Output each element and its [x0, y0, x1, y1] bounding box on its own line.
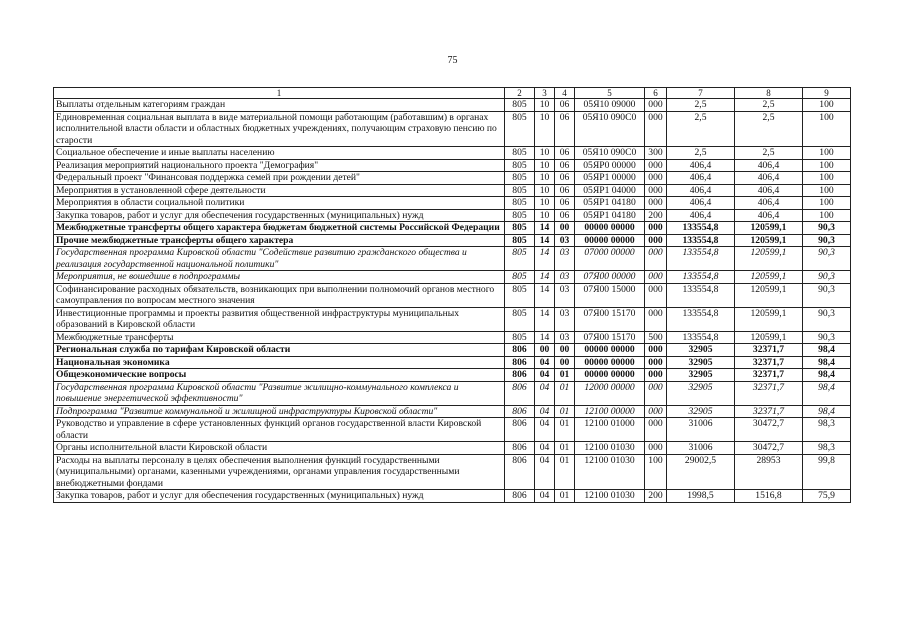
row-planned-amount-cell: 406,4 [667, 172, 735, 185]
row-name-cell: Закупка товаров, работ и услуг для обеспечения государственных (муниципальных) нужд [54, 209, 505, 222]
row-subsection-cell: 06 [555, 197, 575, 210]
row-percent-cell: 90,3 [803, 271, 851, 284]
row-expense-type-cell: 000 [645, 381, 667, 405]
row-planned-amount-cell: 406,4 [667, 184, 735, 197]
table-row [54, 172, 851, 185]
row-executed-amount-cell: 32371,7 [735, 381, 803, 405]
row-name-cell: Межбюджетные трансферты [54, 331, 505, 344]
row-planned-amount-cell: 2,5 [667, 99, 735, 112]
table-row [54, 331, 851, 344]
row-ministry-code-cell: 806 [505, 490, 535, 503]
row-section-cell: 04 [535, 442, 555, 455]
row-ministry-code-cell: 806 [505, 442, 535, 455]
row-subsection-cell: 06 [555, 147, 575, 160]
row-expense-type-cell: 000 [645, 442, 667, 455]
row-expense-type-cell: 000 [645, 356, 667, 369]
table-row [54, 234, 851, 247]
header-cell: 7 [667, 88, 735, 99]
table-row [54, 307, 851, 331]
row-percent-cell: 90,3 [803, 234, 851, 247]
row-executed-amount-cell: 120599,1 [735, 247, 803, 271]
table-row [54, 381, 851, 405]
row-percent-cell: 100 [803, 209, 851, 222]
header-cell: 1 [54, 88, 505, 99]
row-expense-type-cell: 200 [645, 490, 667, 503]
row-subsection-cell: 01 [555, 405, 575, 418]
row-subsection-cell: 01 [555, 418, 575, 442]
row-percent-cell: 100 [803, 147, 851, 160]
table-row [54, 222, 851, 235]
row-ministry-code-cell: 806 [505, 369, 535, 382]
row-executed-amount-cell: 1516,8 [735, 490, 803, 503]
row-planned-amount-cell: 133554,8 [667, 283, 735, 307]
row-target-article-cell: 05Я10 09000 [575, 99, 645, 112]
row-section-cell: 10 [535, 159, 555, 172]
row-percent-cell: 98,4 [803, 369, 851, 382]
row-ministry-code-cell: 805 [505, 222, 535, 235]
table-row [54, 490, 851, 503]
row-planned-amount-cell: 133554,8 [667, 307, 735, 331]
row-name-cell: Федеральный проект "Финансовая поддержка семей при рождении детей" [54, 172, 505, 185]
row-executed-amount-cell: 2,5 [735, 147, 803, 160]
row-name-cell: Общеэкономические вопросы [54, 369, 505, 382]
row-percent-cell: 98,4 [803, 356, 851, 369]
row-ministry-code-cell: 805 [505, 331, 535, 344]
table-row [54, 159, 851, 172]
row-section-cell: 04 [535, 356, 555, 369]
row-name-cell: Государственная программа Кировской области "Развитие жилищно-коммунального комплекса и повышение энергетической эффективности" [54, 381, 505, 405]
row-ministry-code-cell: 805 [505, 172, 535, 185]
row-planned-amount-cell: 1998,5 [667, 490, 735, 503]
row-expense-type-cell: 000 [645, 307, 667, 331]
row-executed-amount-cell: 406,4 [735, 159, 803, 172]
table-row [54, 418, 851, 442]
row-subsection-cell: 01 [555, 381, 575, 405]
row-planned-amount-cell: 31006 [667, 442, 735, 455]
row-subsection-cell: 03 [555, 283, 575, 307]
row-subsection-cell: 03 [555, 271, 575, 284]
row-expense-type-cell: 000 [645, 184, 667, 197]
row-section-cell: 10 [535, 209, 555, 222]
table-row [54, 271, 851, 284]
row-section-cell: 14 [535, 331, 555, 344]
table-row [54, 247, 851, 271]
row-name-cell: Закупка товаров, работ и услуг для обеспечения государственных (муниципальных) нужд [54, 490, 505, 503]
row-section-cell: 04 [535, 454, 555, 490]
row-expense-type-cell: 000 [645, 159, 667, 172]
row-target-article-cell: 00000 00000 [575, 344, 645, 357]
header-cell: 6 [645, 88, 667, 99]
row-ministry-code-cell: 806 [505, 454, 535, 490]
row-name-cell: Мероприятия в области социальной политики [54, 197, 505, 210]
row-ministry-code-cell: 805 [505, 234, 535, 247]
row-planned-amount-cell: 406,4 [667, 209, 735, 222]
row-target-article-cell: 00000 00000 [575, 356, 645, 369]
row-target-article-cell: 12100 01030 [575, 490, 645, 503]
row-executed-amount-cell: 406,4 [735, 209, 803, 222]
row-section-cell: 14 [535, 222, 555, 235]
row-name-cell: Выплаты отдельным категориям граждан [54, 99, 505, 112]
row-target-article-cell: 07Я00 00000 [575, 271, 645, 284]
table-row [54, 147, 851, 160]
row-percent-cell: 75,9 [803, 490, 851, 503]
row-expense-type-cell: 300 [645, 147, 667, 160]
row-executed-amount-cell: 120599,1 [735, 222, 803, 235]
row-executed-amount-cell: 2,5 [735, 111, 803, 147]
row-percent-cell: 100 [803, 184, 851, 197]
row-percent-cell: 90,3 [803, 222, 851, 235]
row-expense-type-cell: 000 [645, 405, 667, 418]
row-name-cell: Органы исполнительной власти Кировской области [54, 442, 505, 455]
row-ministry-code-cell: 805 [505, 99, 535, 112]
row-target-article-cell: 05Я10 090С0 [575, 147, 645, 160]
row-executed-amount-cell: 120599,1 [735, 307, 803, 331]
row-subsection-cell: 06 [555, 184, 575, 197]
row-section-cell: 04 [535, 490, 555, 503]
table-row [54, 405, 851, 418]
row-expense-type-cell: 000 [645, 283, 667, 307]
row-section-cell: 04 [535, 418, 555, 442]
row-executed-amount-cell: 30472,7 [735, 442, 803, 455]
row-name-cell: Реализация мероприятий национального проекта "Демография" [54, 159, 505, 172]
header-cell: 2 [505, 88, 535, 99]
row-name-cell: Руководство и управление в сфере установленных функций органов государственной власти Кировской области [54, 418, 505, 442]
row-percent-cell: 99,8 [803, 454, 851, 490]
row-ministry-code-cell: 806 [505, 381, 535, 405]
row-percent-cell: 100 [803, 197, 851, 210]
row-name-cell: Межбюджетные трансферты общего характера бюджетам бюджетной системы Российской Федерации [54, 222, 505, 235]
row-section-cell: 14 [535, 271, 555, 284]
row-name-cell: Государственная программа Кировской области "Содействие развитию гражданского общества и реализация государственной национальной политики" [54, 247, 505, 271]
row-ministry-code-cell: 806 [505, 356, 535, 369]
row-section-cell: 10 [535, 197, 555, 210]
row-section-cell: 04 [535, 381, 555, 405]
row-target-article-cell: 12100 01000 [575, 418, 645, 442]
table-row [54, 369, 851, 382]
row-percent-cell: 98,3 [803, 418, 851, 442]
row-name-cell: Мероприятия, не вошедшие в подпрограммы [54, 271, 505, 284]
row-section-cell: 10 [535, 111, 555, 147]
table-row [54, 111, 851, 147]
row-name-cell: Социальное обеспечение и иные выплаты населению [54, 147, 505, 160]
row-subsection-cell: 03 [555, 331, 575, 344]
row-executed-amount-cell: 32371,7 [735, 369, 803, 382]
row-expense-type-cell: 100 [645, 454, 667, 490]
row-subsection-cell: 06 [555, 111, 575, 147]
row-name-cell: Единовременная социальная выплата в виде материальной помощи работающим (работавшим) в органах исполнительной власти области и областных бюджетных учреждениях, получающим страховую пенсию по старости [54, 111, 505, 147]
row-expense-type-cell: 000 [645, 197, 667, 210]
row-target-article-cell: 05ЯР1 00000 [575, 172, 645, 185]
row-planned-amount-cell: 32905 [667, 369, 735, 382]
row-ministry-code-cell: 805 [505, 147, 535, 160]
row-ministry-code-cell: 805 [505, 307, 535, 331]
row-subsection-cell: 01 [555, 490, 575, 503]
row-planned-amount-cell: 133554,8 [667, 271, 735, 284]
row-executed-amount-cell: 120599,1 [735, 234, 803, 247]
row-planned-amount-cell: 406,4 [667, 197, 735, 210]
budget-table [53, 87, 851, 503]
row-subsection-cell: 00 [555, 356, 575, 369]
table-row [54, 442, 851, 455]
row-name-cell: Инвестиционные программы и проекты развития общественной инфраструктуры муниципальных образований в Кировской области [54, 307, 505, 331]
row-percent-cell: 100 [803, 159, 851, 172]
row-planned-amount-cell: 2,5 [667, 111, 735, 147]
row-expense-type-cell: 000 [645, 247, 667, 271]
row-planned-amount-cell: 133554,8 [667, 222, 735, 235]
row-subsection-cell: 01 [555, 369, 575, 382]
row-subsection-cell: 00 [555, 344, 575, 357]
row-name-cell: Софинансирование расходных обязательств, возникающих при выполнении полномочий органов местного самоуправления по вопросам местного значения [54, 283, 505, 307]
row-planned-amount-cell: 133554,8 [667, 331, 735, 344]
row-expense-type-cell: 000 [645, 369, 667, 382]
row-name-cell: Региональная служба по тарифам Кировской области [54, 344, 505, 357]
row-name-cell: Национальная экономика [54, 356, 505, 369]
row-target-article-cell: 05ЯР0 00000 [575, 159, 645, 172]
row-percent-cell: 90,3 [803, 247, 851, 271]
row-ministry-code-cell: 805 [505, 159, 535, 172]
row-section-cell: 10 [535, 147, 555, 160]
row-executed-amount-cell: 32371,7 [735, 405, 803, 418]
row-target-article-cell: 12100 01030 [575, 454, 645, 490]
row-subsection-cell: 06 [555, 172, 575, 185]
row-expense-type-cell: 000 [645, 99, 667, 112]
row-expense-type-cell: 500 [645, 331, 667, 344]
row-expense-type-cell: 000 [645, 234, 667, 247]
row-planned-amount-cell: 32905 [667, 381, 735, 405]
row-target-article-cell: 07Я00 15170 [575, 307, 645, 331]
row-section-cell: 14 [535, 307, 555, 331]
row-ministry-code-cell: 805 [505, 247, 535, 271]
row-planned-amount-cell: 32905 [667, 344, 735, 357]
row-planned-amount-cell: 32905 [667, 356, 735, 369]
row-target-article-cell: 05ЯР1 04000 [575, 184, 645, 197]
row-name-cell: Мероприятия в установленной сфере деятельности [54, 184, 505, 197]
row-target-article-cell: 12100 00000 [575, 405, 645, 418]
row-percent-cell: 90,3 [803, 307, 851, 331]
row-ministry-code-cell: 806 [505, 418, 535, 442]
row-percent-cell: 100 [803, 172, 851, 185]
row-executed-amount-cell: 32371,7 [735, 356, 803, 369]
row-executed-amount-cell: 2,5 [735, 99, 803, 112]
row-executed-amount-cell: 120599,1 [735, 271, 803, 284]
table-row [54, 356, 851, 369]
row-expense-type-cell: 000 [645, 172, 667, 185]
row-executed-amount-cell: 120599,1 [735, 331, 803, 344]
row-target-article-cell: 07000 00000 [575, 247, 645, 271]
row-expense-type-cell: 000 [645, 344, 667, 357]
row-planned-amount-cell: 32905 [667, 405, 735, 418]
row-ministry-code-cell: 805 [505, 184, 535, 197]
row-subsection-cell: 01 [555, 454, 575, 490]
row-section-cell: 10 [535, 172, 555, 185]
row-percent-cell: 100 [803, 99, 851, 112]
table-row [54, 184, 851, 197]
page-number: 75 [447, 55, 458, 66]
row-executed-amount-cell: 28953 [735, 454, 803, 490]
row-percent-cell: 100 [803, 111, 851, 147]
row-target-article-cell: 12000 00000 [575, 381, 645, 405]
row-section-cell: 04 [535, 369, 555, 382]
header-cell: 9 [803, 88, 851, 99]
row-target-article-cell: 05Я10 090С0 [575, 111, 645, 147]
row-subsection-cell: 03 [555, 234, 575, 247]
table-row [54, 197, 851, 210]
row-section-cell: 14 [535, 247, 555, 271]
row-planned-amount-cell: 31006 [667, 418, 735, 442]
header-cell: 5 [575, 88, 645, 99]
row-subsection-cell: 03 [555, 307, 575, 331]
table-row [54, 454, 851, 490]
row-subsection-cell: 06 [555, 159, 575, 172]
row-percent-cell: 98,3 [803, 442, 851, 455]
row-target-article-cell: 00000 00000 [575, 369, 645, 382]
row-section-cell: 04 [535, 405, 555, 418]
row-target-article-cell: 05ЯР1 04180 [575, 197, 645, 210]
row-ministry-code-cell: 805 [505, 271, 535, 284]
row-percent-cell: 90,3 [803, 331, 851, 344]
row-name-cell: Подпрограмма "Развитие коммунальной и жилищной инфраструктуры Кировской области" [54, 405, 505, 418]
row-ministry-code-cell: 805 [505, 209, 535, 222]
row-percent-cell: 98,4 [803, 405, 851, 418]
row-name-cell: Расходы на выплаты персоналу в целях обеспечения выполнения функций государственными (муниципальными) органами, казенными учреждениями, органами управления государственными внебюджетными фондами [54, 454, 505, 490]
row-executed-amount-cell: 406,4 [735, 184, 803, 197]
row-planned-amount-cell: 29002,5 [667, 454, 735, 490]
row-expense-type-cell: 000 [645, 271, 667, 284]
table-header-row [54, 88, 851, 99]
row-expense-type-cell: 000 [645, 222, 667, 235]
row-target-article-cell: 07Я00 15170 [575, 331, 645, 344]
row-planned-amount-cell: 133554,8 [667, 247, 735, 271]
row-executed-amount-cell: 406,4 [735, 172, 803, 185]
row-section-cell: 10 [535, 99, 555, 112]
row-executed-amount-cell: 406,4 [735, 197, 803, 210]
row-percent-cell: 98,4 [803, 381, 851, 405]
row-executed-amount-cell: 30472,7 [735, 418, 803, 442]
table-row [54, 209, 851, 222]
row-section-cell: 00 [535, 344, 555, 357]
row-executed-amount-cell: 120599,1 [735, 283, 803, 307]
row-subsection-cell: 01 [555, 442, 575, 455]
row-expense-type-cell: 200 [645, 209, 667, 222]
row-target-article-cell: 07Я00 15000 [575, 283, 645, 307]
row-subsection-cell: 06 [555, 209, 575, 222]
row-executed-amount-cell: 32371,7 [735, 344, 803, 357]
row-ministry-code-cell: 805 [505, 197, 535, 210]
header-cell: 3 [535, 88, 555, 99]
row-subsection-cell: 00 [555, 222, 575, 235]
row-subsection-cell: 03 [555, 247, 575, 271]
row-ministry-code-cell: 806 [505, 405, 535, 418]
header-cell: 4 [555, 88, 575, 99]
row-section-cell: 14 [535, 283, 555, 307]
row-ministry-code-cell: 806 [505, 344, 535, 357]
row-percent-cell: 98,4 [803, 344, 851, 357]
row-planned-amount-cell: 2,5 [667, 147, 735, 160]
table-row [54, 99, 851, 112]
row-percent-cell: 90,3 [803, 283, 851, 307]
row-target-article-cell: 05ЯР1 04180 [575, 209, 645, 222]
row-name-cell: Прочие межбюджетные трансферты общего характера [54, 234, 505, 247]
row-target-article-cell: 00000 00000 [575, 222, 645, 235]
row-expense-type-cell: 000 [645, 111, 667, 147]
row-target-article-cell: 00000 00000 [575, 234, 645, 247]
row-target-article-cell: 12100 01030 [575, 442, 645, 455]
row-ministry-code-cell: 805 [505, 111, 535, 147]
row-planned-amount-cell: 133554,8 [667, 234, 735, 247]
row-subsection-cell: 06 [555, 99, 575, 112]
row-section-cell: 14 [535, 234, 555, 247]
row-section-cell: 10 [535, 184, 555, 197]
row-planned-amount-cell: 406,4 [667, 159, 735, 172]
header-cell: 8 [735, 88, 803, 99]
row-expense-type-cell: 000 [645, 418, 667, 442]
table-row [54, 344, 851, 357]
table-row [54, 283, 851, 307]
row-ministry-code-cell: 805 [505, 283, 535, 307]
